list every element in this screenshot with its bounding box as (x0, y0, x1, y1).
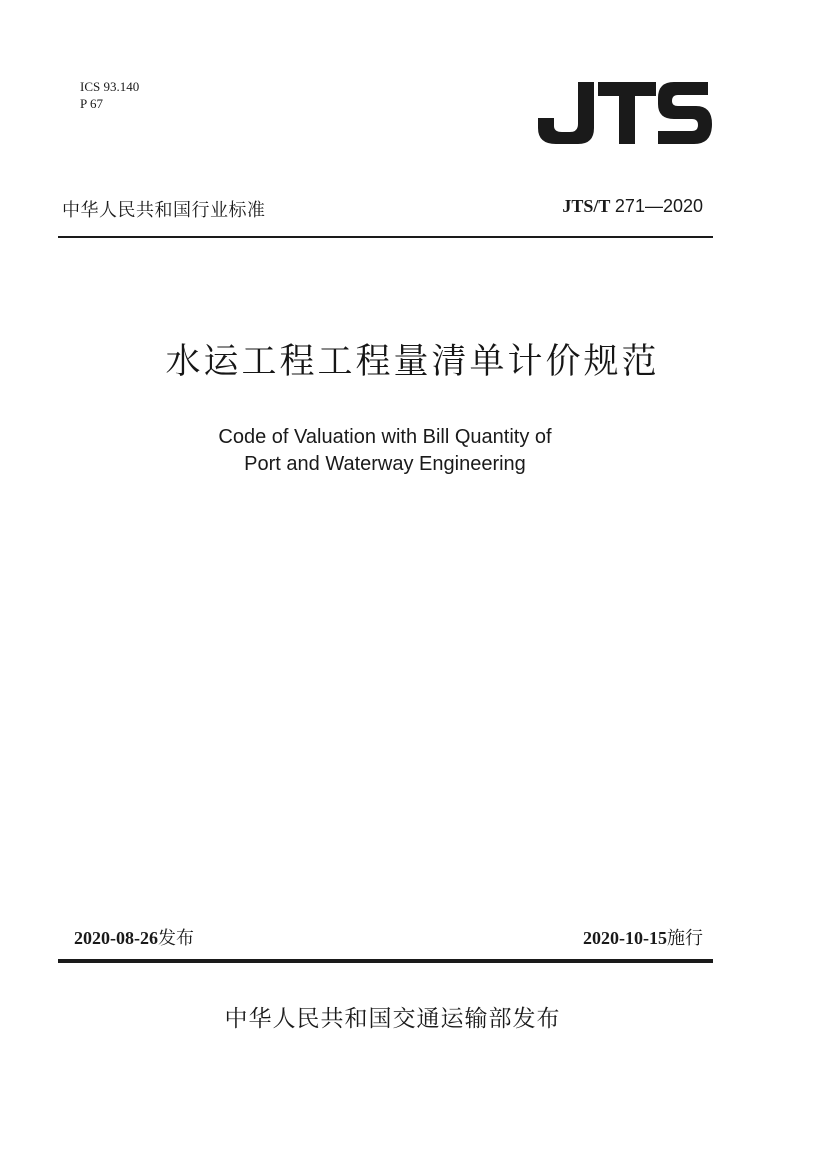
publish-date-value: 2020-08-26 (74, 928, 158, 948)
title-english-line1: Code of Valuation with Bill Quantity of (218, 426, 552, 448)
title-english (0, 424, 815, 478)
publish-date (74, 924, 194, 950)
classification-codes (80, 78, 139, 112)
publish-date-label: 发布 (158, 928, 194, 949)
jts-logo (534, 72, 716, 148)
title-english-line2: Port and Waterway Engineering (244, 453, 526, 475)
title-chinese: 水运工程工程量清单计价规范 (165, 342, 660, 382)
publisher: 中华人民共和国交通运输部发布 (224, 1006, 561, 1032)
effective-date (583, 924, 703, 950)
effective-date-value: 2020-10-15 (583, 928, 667, 948)
standard-number (562, 196, 703, 217)
top-rule (58, 236, 713, 238)
ccs-code: P 67 (80, 96, 103, 111)
effective-date-label: 施行 (667, 928, 703, 949)
standard-type: 中华人民共和国行业标准 (62, 200, 266, 221)
standard-number-prefix: JTS/T (562, 196, 611, 216)
ics-code: ICS 93.140 (80, 79, 140, 94)
bottom-rule (58, 959, 713, 963)
standard-number-value: 271—2020 (614, 196, 703, 216)
